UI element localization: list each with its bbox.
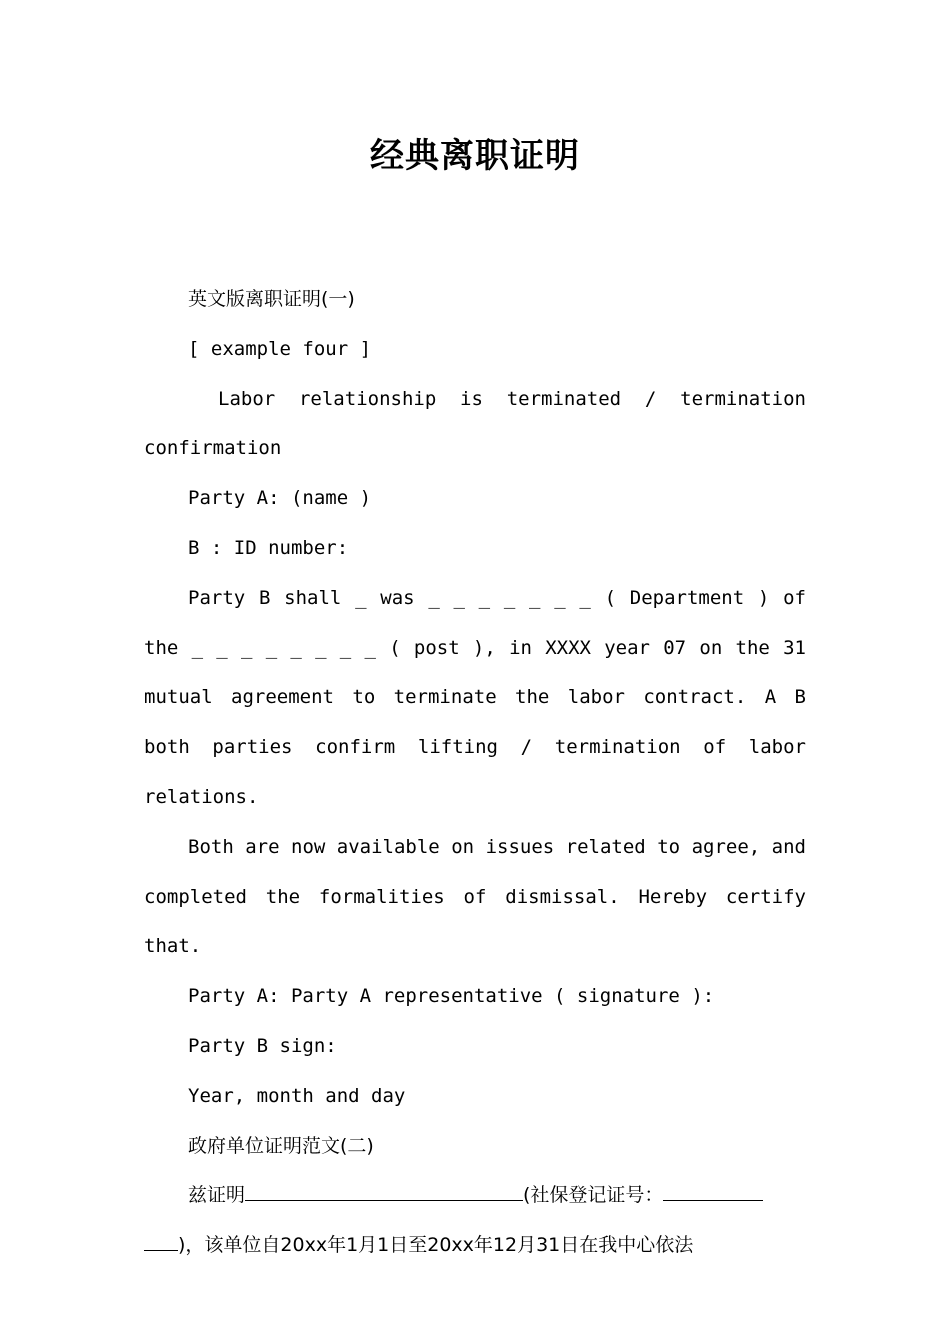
paragraph-date-line: Year, month and day (188, 1084, 406, 1107)
paragraph-party-b-sign: Party B sign: (188, 1034, 337, 1057)
paragraph-party-a-signature: Party A: Party A representative ( signature ): (188, 985, 715, 1008)
paragraph-party-b-terms: Party B shall _ was _ _ _ _ _ _ _ ( Department ) of the _ _ _ _ _ _ _ _ ( post ), in XXXX year 07 on the 31 mutual agreement to terminate the labor contract. A B both parties confirm lifting / termination of labor relations. (144, 586, 806, 808)
section-heading-english: 英文版离职证明(一) (188, 288, 355, 310)
paragraph-party-a: Party A: (name ) (188, 487, 372, 510)
certify-prefix: 兹证明 (188, 1184, 246, 1207)
company-name-blank (245, 1199, 523, 1201)
paragraph-id-number: B : ID number: (188, 536, 349, 559)
section-heading-government: 政府单位证明范文(二) (188, 1134, 374, 1157)
example-label: [ example four ] (188, 337, 372, 360)
registration-number-blank-cont (144, 1249, 178, 1251)
certify-rest: )，该单位自20xx年1月1日至20xx年12月31日在我中心依法 (178, 1234, 694, 1257)
registration-number-blank (663, 1199, 763, 1201)
document-title: 经典离职证明 (370, 136, 580, 176)
document-body (144, 275, 806, 1271)
paragraph-labor-relationship: Labor relationship is terminated / termination confirmation (144, 387, 806, 460)
paragraph-certify-english: Both are now available on issues related to agree, and completed the formalities of dismissal. Hereby certify that. (144, 835, 806, 958)
certify-mid: (社保登记证号： (523, 1184, 664, 1207)
paragraph-certify-chinese (144, 1171, 806, 1271)
